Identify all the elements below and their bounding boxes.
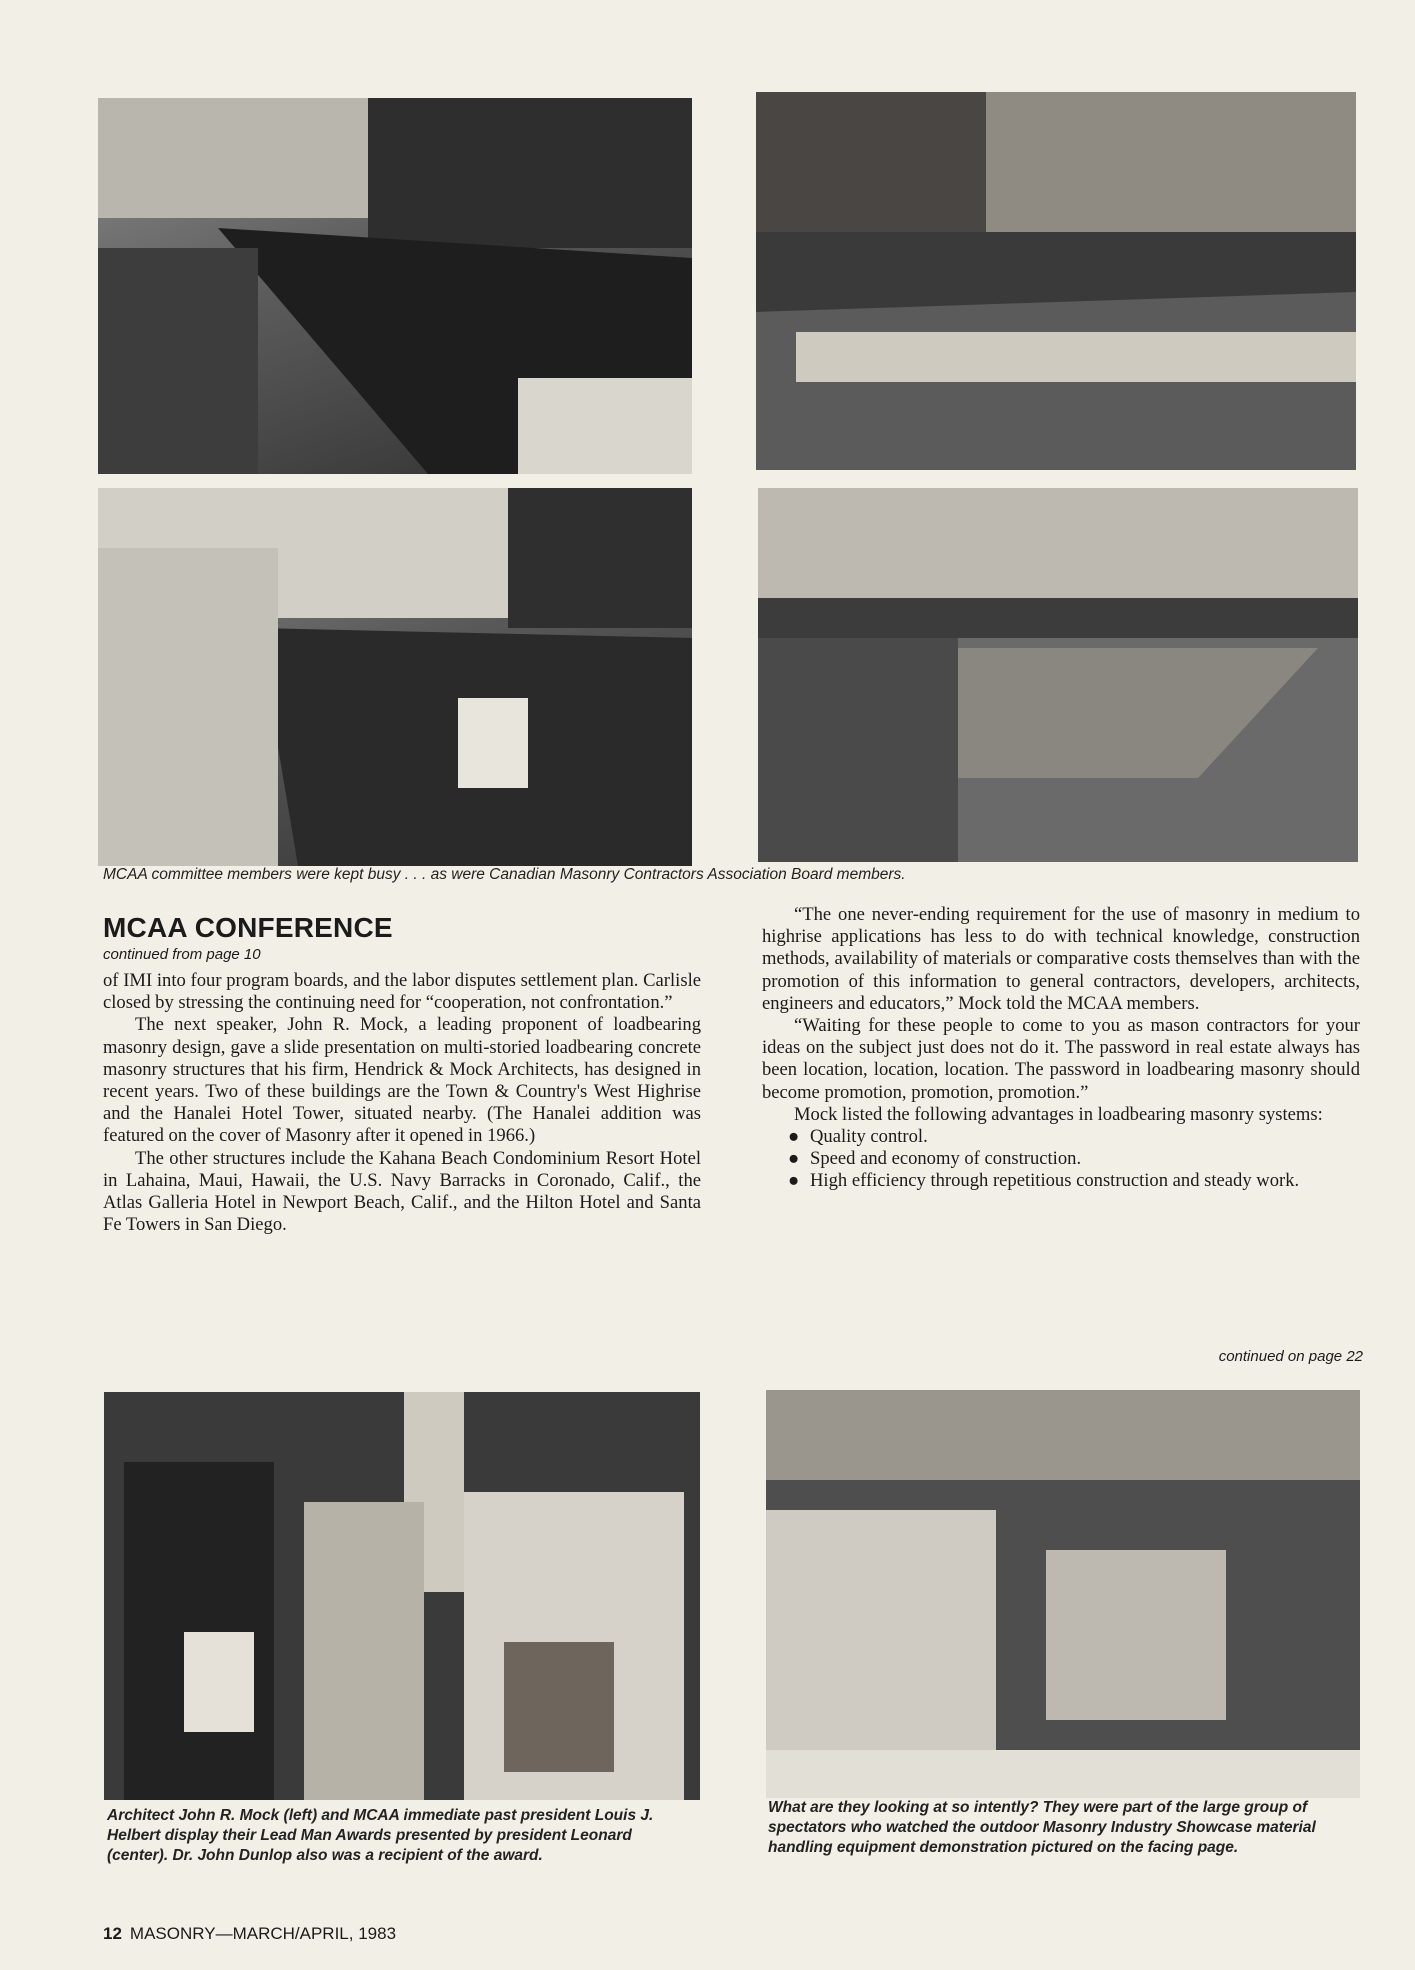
board-meeting-photo	[756, 92, 1356, 470]
paragraph: The other structures include the Kahana Beach Condominium Resort Hotel in Lahaina, Maui, Hawaii, the U.S. Navy Barracks in Coronado, Calif., the Atlas Galleria Hotel in Newport Beach, Calif., and the Hilton Hotel and Santa Fe Towers in San Diego.	[103, 1147, 701, 1236]
paragraph: The next speaker, John R. Mock, a leading proponent of loadbearing masonry design, gave a slide presentation on multi-storied loadbearing concrete masonry structures that his firm, Hendrick & Mock Architects, has designed in recent years. Two of these buildings are the Town & Country's West Highrise and the Hanalei Hotel Tower, situated nearby. (The Hanalei addition was featured on the cover of Masonry after it opened in 1966.)	[103, 1014, 701, 1147]
article-right-column	[762, 904, 1360, 1193]
committee-table-photo	[98, 488, 692, 866]
list-item: ● Quality control.	[788, 1126, 928, 1148]
paragraph: “Waiting for these people to come to you as mason contractors for your ideas on the subject just does not do it. The password in real estate always has been location, location, location. The password in loadbearing masonry should become promotion, promotion, promotion.”	[762, 1015, 1360, 1103]
list-item: ● Speed and economy of construction.	[788, 1148, 1082, 1170]
award-presentation-photo	[104, 1392, 700, 1800]
publication-line: MASONRY—MARCH/APRIL, 1983	[129, 1924, 397, 1943]
u-shaped-table-photo	[758, 488, 1358, 862]
list-item: ● High efficiency through repetitious construction and steady work.	[788, 1170, 1300, 1192]
spectators-crowd-photo	[766, 1390, 1360, 1798]
bullet-icon: ●	[788, 1126, 800, 1148]
article-headline: MCAA CONFERENCE	[103, 912, 393, 943]
bullet-icon: ●	[788, 1148, 800, 1170]
advantages-list	[762, 1126, 1360, 1193]
continued-from-note: continued from page 10	[103, 946, 261, 963]
page-number: 12	[103, 1924, 122, 1943]
paragraph: of IMI into four program boards, and the labor disputes settlement plan. Carlisle closed by stressing the continuing need for “cooperation, not confrontation.”	[103, 970, 701, 1014]
top-photo-caption: MCAA committee members were kept busy . . . as were Canadian Masonry Contractors Association Board members.	[103, 866, 906, 883]
award-photo-caption: Architect John R. Mock (left) and MCAA immediate past president Louis J. Helbert display their Lead Man Awards presented by president Leonard (center). Dr. John Dunlop also was a recipient of the award.	[107, 1807, 654, 1864]
paragraph: Mock listed the following advantages in loadbearing masonry systems:	[794, 1103, 1323, 1125]
continued-on-note: continued on page 22	[1218, 1348, 1363, 1365]
page-footer	[103, 1924, 396, 1944]
committee-meeting-photo	[98, 98, 692, 474]
spectators-photo-caption: What are they looking at so intently? They were part of the large group of spectators who watched the outdoor Masonry Industry Showcase material handling equipment demonstration pictured on the facing page.	[768, 1799, 1316, 1856]
article-left-column	[103, 970, 701, 1236]
paragraph: “The one never-ending requirement for the use of masonry in medium to highrise applications has less to do with technical knowledge, construction methods, availability of materials or comparative costs themselves than with the promotion of this information to general contractors, developers, architects, engineers and educators,” Mock told the MCAA members.	[762, 904, 1360, 1014]
bullet-icon: ●	[788, 1170, 800, 1192]
